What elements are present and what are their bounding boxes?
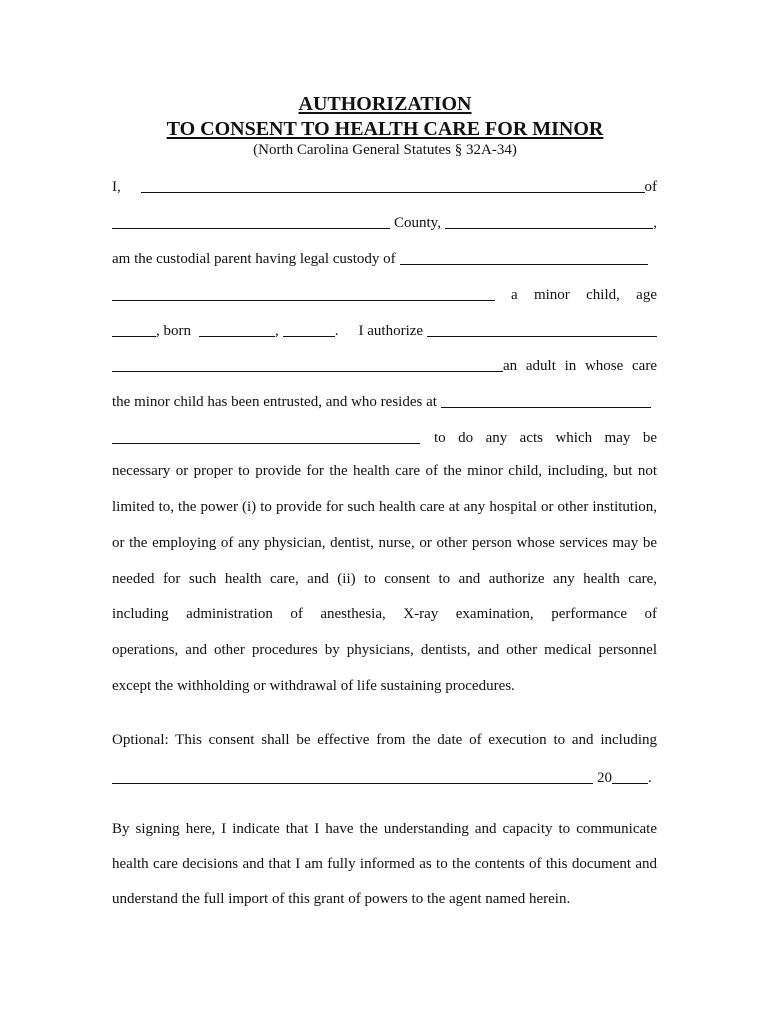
body-text-line: necessary or proper to provide for the health care of the minor child, including, but not	[112, 463, 657, 479]
agent-address-continued-field[interactable]	[112, 428, 420, 444]
label-county: County,	[394, 215, 441, 231]
form-line-expiration	[112, 766, 657, 786]
form-line-age-born	[112, 319, 657, 339]
county-field[interactable]	[112, 213, 390, 229]
document-title: AUTHORIZATION	[298, 93, 472, 115]
signing-text-last-line: understand the full import of this grant of powers to the agent named herein.	[112, 891, 571, 907]
body-text-line: or the employing of any physician, dentist, nurse, or other person whose services may be	[112, 535, 657, 551]
signing-text-line: health care decisions and that I am fully informed as to the contents of this document and	[112, 856, 657, 872]
label-comma: ,	[653, 215, 657, 231]
document-title-line-2: TO CONSENT TO HEALTH CARE FOR MINOR	[166, 118, 604, 140]
form-line-agent	[112, 354, 657, 374]
form-line-minor-child	[112, 283, 657, 303]
state-field[interactable]	[445, 213, 653, 229]
minor-child-name-continued-field[interactable]	[112, 285, 495, 301]
form-line-residence	[112, 390, 657, 410]
body-text-last-line: except the withholding or withdrawal of life sustaining procedures.	[112, 678, 515, 694]
minor-child-name-field[interactable]	[400, 249, 648, 265]
agent-name-continued-field[interactable]	[112, 356, 503, 372]
body-text-line: including administration of anesthesia, X-ray examination, performance of	[112, 606, 657, 622]
parent-name-field[interactable]	[141, 177, 645, 193]
label-custodial-parent: am the custodial parent having legal custody of	[112, 251, 396, 267]
body-text-line: operations, and other procedures by physicians, dentists, and other medical personnel	[112, 642, 657, 658]
birth-year-field[interactable]	[283, 321, 335, 337]
signing-text-line: By signing here, I indicate that I have the understanding and capacity to communicate	[112, 821, 657, 837]
agent-name-field[interactable]	[427, 321, 657, 337]
expiration-year-field[interactable]	[612, 768, 648, 784]
label-resides-at: the minor child has been entrusted, and who resides at	[112, 394, 437, 410]
body-text-line: limited to, the power (i) to provide for such health care at any hospital or other institution,	[112, 499, 657, 515]
label-period: .	[648, 770, 652, 786]
form-line-custody	[112, 247, 657, 267]
birth-date-field[interactable]	[199, 321, 275, 337]
agent-address-field[interactable]	[441, 392, 651, 408]
form-line-address-continued	[112, 426, 657, 446]
age-field[interactable]	[112, 321, 156, 337]
label-comma: ,	[275, 323, 279, 339]
label-to-do-any-acts: to do any acts which may be	[434, 430, 657, 446]
body-text-line: needed for such health care, and (ii) to consent to and authorize any health care,	[112, 571, 657, 587]
label-minor-child-age: a minor child, age	[511, 287, 657, 303]
label-of: of	[644, 179, 657, 195]
statute-reference: (North Carolina General Statutes § 32A-34)	[253, 142, 517, 158]
label-year-20: 20	[597, 770, 612, 786]
label-i-authorize: I authorize	[358, 323, 424, 339]
optional-effective-text: Optional: This consent shall be effective from the date of execution to and including	[112, 732, 657, 748]
expiration-date-field[interactable]	[112, 768, 593, 784]
form-line-parent-name	[112, 175, 657, 195]
form-line-county	[112, 211, 657, 231]
label-period: .	[334, 323, 339, 339]
label-born: , born	[156, 323, 191, 339]
label-i: I,	[112, 179, 121, 195]
label-adult-in-care: an adult in whose care	[503, 358, 657, 374]
